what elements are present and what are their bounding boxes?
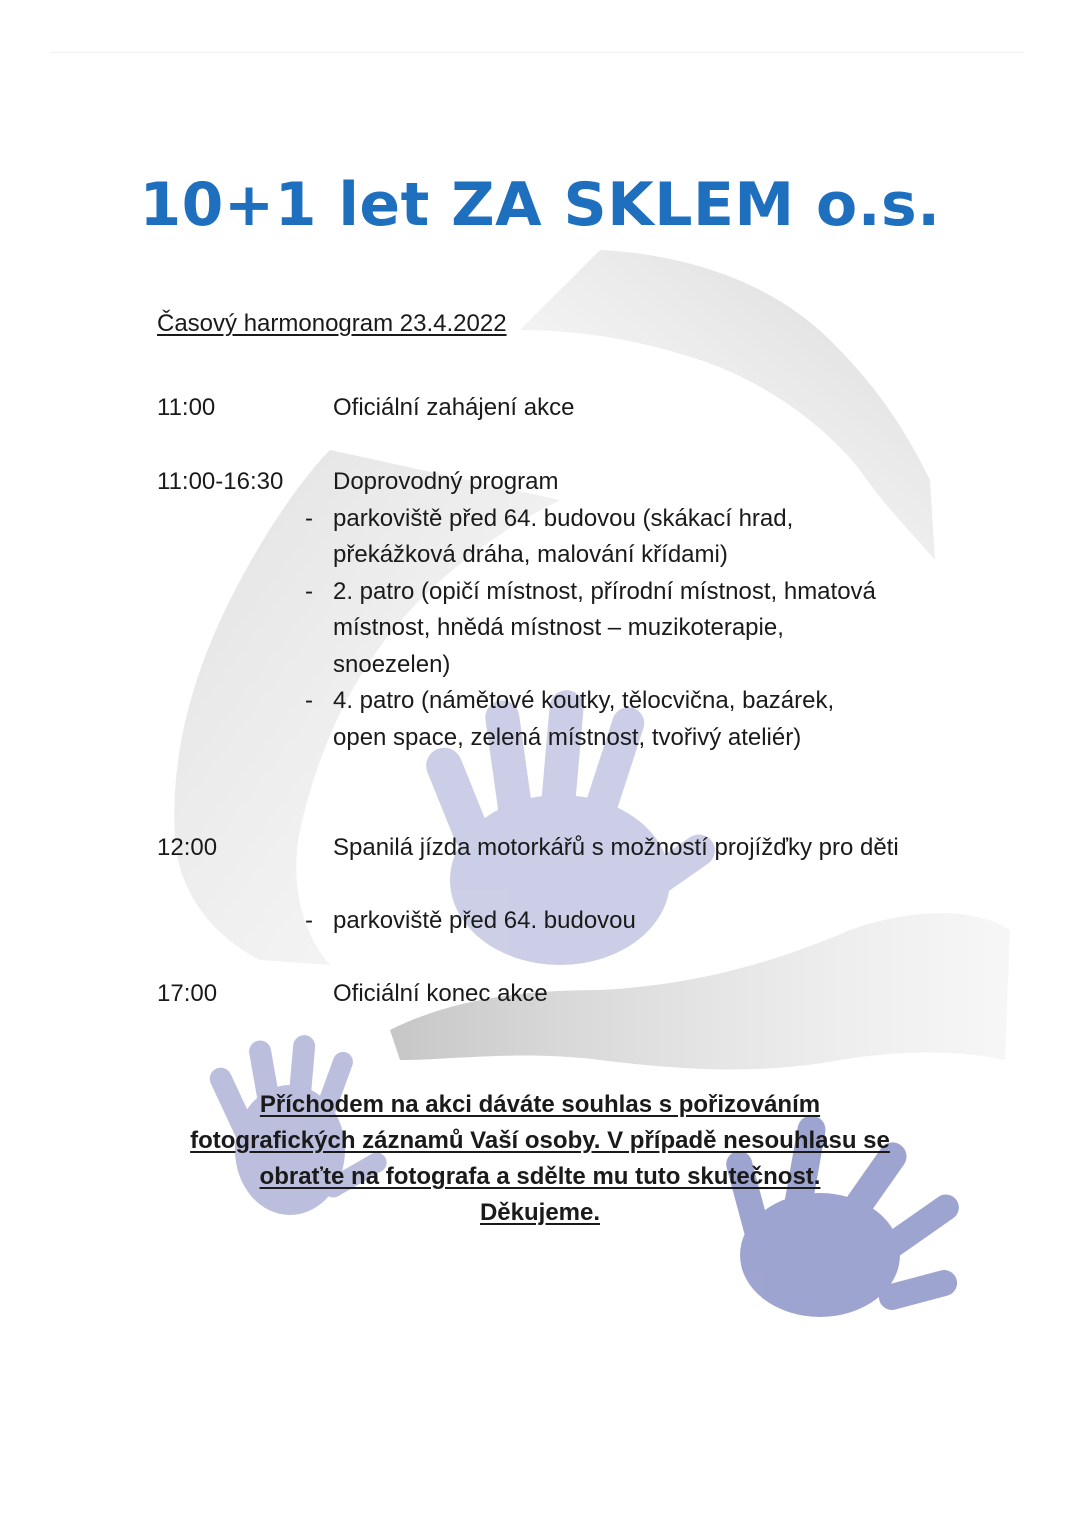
entry-time: 17:00 [157,980,218,1007]
entry-time: 11:00-16:30 [157,468,284,495]
schedule-entry [157,830,937,945]
schedule-heading: Časový harmonogram 23.4.2022 [157,310,507,337]
photo-consent-notice [130,1087,950,1231]
list-item-text: parkoviště před 64. budovou [333,907,636,934]
schedule-entry [157,390,937,430]
bullet-dash: - [305,577,313,605]
entry-time: 11:00 [157,394,216,421]
notice-thanks: Děkujeme. [479,1199,601,1226]
page-title: 10+1 let ZA SKLEM o.s. [139,170,941,240]
list-item-text: 4. patro (námětové koutky, tělocvična, bazárek, open space, zelená místnost, tvořivý ateliér) [333,687,835,751]
notice-line: Příchodem na akci dáváte souhlas s pořizováním [259,1091,821,1118]
bullet-dash: - [305,504,313,532]
schedule-entry [157,976,937,1016]
notice-line: fotografických záznamů Vaší osoby. V případě nesouhlasu se [190,1127,890,1154]
entry-description: Doprovodný program [333,468,559,495]
schedule-entry [157,464,937,794]
entry-time: 12:00 [157,834,218,861]
bullet-dash: - [305,687,313,714]
notice-line: obraťte na fotografa a sdělte mu tuto skutečnost. [259,1163,821,1190]
list-item-text: 2. patro (opičí místnost, přírodní místnost, hmatová místnost, hnědá místnost – muzikoterapie, snoezelen) [333,577,876,678]
entry-description: Oficiální konec akce [333,980,548,1007]
entry-description: Oficiální zahájení akce [333,394,575,421]
entry-description: Spanilá jízda motorkářů s možností projížďky pro děti [333,834,899,861]
list-item-text: parkoviště před 64. budovou (skákací hrad, překážková dráha, malování křídami) [333,504,794,568]
bullet-dash: - [305,907,313,934]
